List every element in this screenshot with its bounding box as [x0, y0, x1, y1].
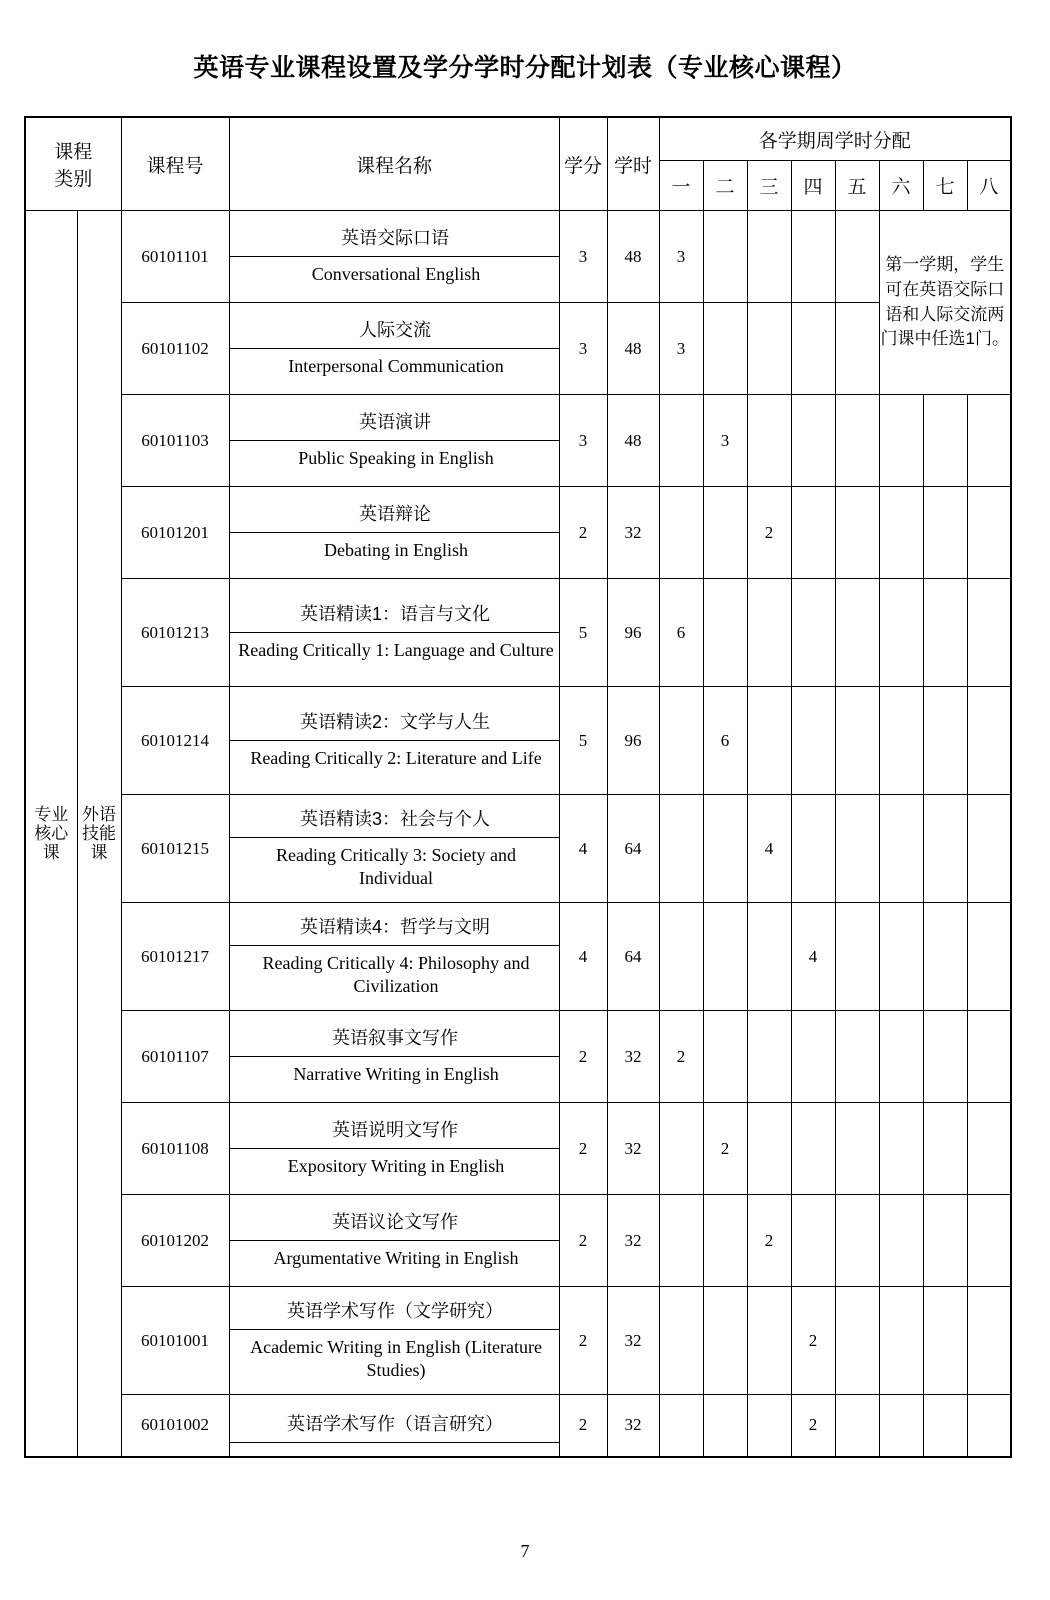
- term-6-hours: [879, 1287, 923, 1395]
- course-credit: 2: [559, 1195, 607, 1287]
- term-8-hours: [967, 795, 1011, 903]
- term-7-hours: [923, 1195, 967, 1287]
- course-name: [229, 1395, 559, 1457]
- course-code: 60101103: [121, 395, 229, 487]
- table-row: [25, 487, 1011, 579]
- term-1-hours: [659, 903, 703, 1011]
- course-name-cn: 英语精读2：文学与人生: [230, 705, 559, 741]
- table-row: [25, 903, 1011, 1011]
- course-hours: 32: [607, 1287, 659, 1395]
- table-row: [25, 1103, 1011, 1195]
- term-7-hours: [923, 795, 967, 903]
- course-name-en: Expository Writing in English: [287, 1156, 505, 1177]
- term-1-hours: [659, 687, 703, 795]
- table-row: [25, 395, 1011, 487]
- term-4-hours: [791, 1011, 835, 1103]
- term-6-hours: [879, 903, 923, 1011]
- term-6-hours: [879, 687, 923, 795]
- term-1-hours: 3: [659, 303, 703, 395]
- term-1-hours: [659, 1103, 703, 1195]
- term-5-hours: [835, 1395, 879, 1457]
- header-term-group: 各学期周学时分配: [659, 117, 1011, 161]
- term-1-hours: [659, 395, 703, 487]
- term-6-hours: [879, 1011, 923, 1103]
- course-name-cn: 英语议论文写作: [230, 1205, 559, 1241]
- header-term-4: 四: [791, 161, 835, 211]
- course-plan-table-wrap: [24, 116, 1026, 1435]
- term-3-hours: 4: [747, 795, 791, 903]
- term-7-hours: [923, 395, 967, 487]
- term-5-hours: [835, 211, 879, 303]
- term-7-hours: [923, 579, 967, 687]
- header-term-5: 五: [835, 161, 879, 211]
- course-name-cn: 英语交际口语: [230, 221, 559, 257]
- term-7-hours: [923, 1395, 967, 1457]
- course-name-cn: 英语演讲: [230, 405, 559, 441]
- course-hours: 48: [607, 303, 659, 395]
- course-credit: 4: [559, 795, 607, 903]
- term-1-hours: 6: [659, 579, 703, 687]
- term-4-hours: [791, 487, 835, 579]
- table-row: [25, 303, 1011, 395]
- course-hours: 64: [607, 795, 659, 903]
- course-credit: 3: [559, 211, 607, 303]
- course-code: 60101201: [121, 487, 229, 579]
- course-name-cn: 英语精读4：哲学与文明: [230, 910, 559, 946]
- category-column-skill: [77, 211, 121, 1457]
- term-2-hours: [703, 1395, 747, 1457]
- term-7-hours: [923, 687, 967, 795]
- term-4-hours: [791, 579, 835, 687]
- term-2-hours: 6: [703, 687, 747, 795]
- course-hours: 96: [607, 687, 659, 795]
- course-name-cn: 英语叙事文写作: [230, 1021, 559, 1057]
- term-3-hours: 2: [747, 487, 791, 579]
- course-credit: 5: [559, 579, 607, 687]
- term-3-hours: [747, 1287, 791, 1395]
- term-3-hours: [747, 1103, 791, 1195]
- course-hours: 48: [607, 211, 659, 303]
- course-code: 60101102: [121, 303, 229, 395]
- header-term-2: 二: [703, 161, 747, 211]
- course-code: 60101101: [121, 211, 229, 303]
- term-2-hours: [703, 211, 747, 303]
- course-name: [229, 1103, 559, 1195]
- page-number: 7: [520, 1541, 530, 1561]
- term-1-hours: [659, 795, 703, 903]
- course-name: [229, 211, 559, 303]
- course-name-en: Reading Critically 1: Language and Culture: [238, 640, 554, 661]
- table-row: [25, 1195, 1011, 1287]
- table-row: [25, 1287, 1011, 1395]
- course-credit: 2: [559, 1395, 607, 1457]
- course-name-en: Debating in English: [324, 540, 468, 561]
- term-8-hours: [967, 1287, 1011, 1395]
- course-code: 60101002: [121, 1395, 229, 1457]
- course-name-en: Argumentative Writing in English: [273, 1248, 519, 1269]
- term-1-hours: 2: [659, 1011, 703, 1103]
- course-credit: 2: [559, 1287, 607, 1395]
- term-2-hours: [703, 487, 747, 579]
- term-1-hours: [659, 1287, 703, 1395]
- term-2-hours: [703, 303, 747, 395]
- header-course-code: 课程号: [121, 117, 229, 211]
- term-6-hours: [879, 1395, 923, 1457]
- course-name-en: Academic Writing in English (Literature Studies): [250, 1337, 542, 1380]
- term-4-hours: [791, 395, 835, 487]
- header-category-line1: 课程: [54, 142, 93, 163]
- term-2-hours: [703, 1011, 747, 1103]
- term-5-hours: [835, 795, 879, 903]
- term-7-hours: [923, 487, 967, 579]
- course-credit: 2: [559, 487, 607, 579]
- course-name-cn: 英语学术写作（文学研究）: [230, 1294, 559, 1330]
- term-7-hours: [923, 1103, 967, 1195]
- course-plan-table: [24, 116, 1012, 1458]
- header-term-7: 七: [923, 161, 967, 211]
- course-code: 60101202: [121, 1195, 229, 1287]
- term-4-hours: [791, 211, 835, 303]
- term-5-hours: [835, 395, 879, 487]
- term-8-hours: [967, 487, 1011, 579]
- term-note: 第一学期，学生可在英语交际口语和人际交流两门课中任选1门。: [879, 211, 1011, 395]
- term-3-hours: [747, 211, 791, 303]
- course-name-cn: 英语学术写作（语言研究）: [230, 1407, 559, 1443]
- course-hours: 32: [607, 487, 659, 579]
- header-term-6: 六: [879, 161, 923, 211]
- term-6-hours: [879, 395, 923, 487]
- term-6-hours: [879, 795, 923, 903]
- term-6-hours: [879, 487, 923, 579]
- term-3-hours: 2: [747, 1195, 791, 1287]
- course-name: [229, 395, 559, 487]
- table-row: [25, 687, 1011, 795]
- term-8-hours: [967, 579, 1011, 687]
- term-5-hours: [835, 303, 879, 395]
- course-name: [229, 795, 559, 903]
- header-term-1: 一: [659, 161, 703, 211]
- term-1-hours: 3: [659, 211, 703, 303]
- header-credit: 学分: [559, 117, 607, 211]
- course-name-en: Reading Critically 4: Philosophy and Civilization: [262, 953, 530, 996]
- term-1-hours: [659, 1195, 703, 1287]
- header-course-name: 课程名称: [229, 117, 559, 211]
- table-row: [25, 1011, 1011, 1103]
- course-name-cn: 英语说明文写作: [230, 1113, 559, 1149]
- term-5-hours: [835, 903, 879, 1011]
- course-credit: 5: [559, 687, 607, 795]
- course-name: [229, 687, 559, 795]
- term-5-hours: [835, 1103, 879, 1195]
- course-hours: 32: [607, 1395, 659, 1457]
- course-code: 60101213: [121, 579, 229, 687]
- header-category-line2: 类别: [54, 169, 93, 190]
- term-8-hours: [967, 903, 1011, 1011]
- term-4-hours: 2: [791, 1395, 835, 1457]
- course-credit: 2: [559, 1011, 607, 1103]
- course-name-cn: 英语精读3：社会与个人: [230, 802, 559, 838]
- course-hours: 64: [607, 903, 659, 1011]
- term-7-hours: [923, 903, 967, 1011]
- course-name-cn: 英语精读1：语言与文化: [230, 597, 559, 633]
- course-name-en: Public Speaking in English: [298, 448, 494, 469]
- course-name: [229, 303, 559, 395]
- table-row: [25, 1395, 1011, 1457]
- course-name: [229, 487, 559, 579]
- course-name: [229, 1287, 559, 1395]
- term-4-hours: [791, 795, 835, 903]
- term-2-hours: [703, 1195, 747, 1287]
- course-name-en: Interpersonal Communication: [288, 356, 504, 377]
- course-hours: 48: [607, 395, 659, 487]
- course-name-en: Reading Critically 3: Society and Individual: [276, 845, 516, 888]
- term-5-hours: [835, 579, 879, 687]
- term-8-hours: [967, 1195, 1011, 1287]
- course-code: 60101217: [121, 903, 229, 1011]
- course-name: [229, 903, 559, 1011]
- term-2-hours: [703, 795, 747, 903]
- course-hours: 32: [607, 1195, 659, 1287]
- category-skill-label: 外语技能课: [82, 804, 116, 862]
- term-8-hours: [967, 1011, 1011, 1103]
- term-3-hours: [747, 1395, 791, 1457]
- header-hours: 学时: [607, 117, 659, 211]
- term-3-hours: [747, 395, 791, 487]
- term-4-hours: [791, 303, 835, 395]
- course-name: [229, 1011, 559, 1103]
- course-code: 60101215: [121, 795, 229, 903]
- term-5-hours: [835, 1011, 879, 1103]
- header-category: [25, 117, 121, 211]
- course-hours: 96: [607, 579, 659, 687]
- course-rows: [25, 211, 1011, 1457]
- term-5-hours: [835, 1195, 879, 1287]
- term-6-hours: [879, 579, 923, 687]
- term-4-hours: [791, 687, 835, 795]
- term-2-hours: 2: [703, 1103, 747, 1195]
- term-4-hours: [791, 1103, 835, 1195]
- term-4-hours: 2: [791, 1287, 835, 1395]
- term-5-hours: [835, 687, 879, 795]
- term-8-hours: [967, 1103, 1011, 1195]
- term-8-hours: [967, 395, 1011, 487]
- term-3-hours: [747, 687, 791, 795]
- term-2-hours: [703, 1287, 747, 1395]
- term-6-hours: [879, 1195, 923, 1287]
- term-7-hours: [923, 1011, 967, 1103]
- term-1-hours: [659, 487, 703, 579]
- course-code: 60101107: [121, 1011, 229, 1103]
- course-credit: 3: [559, 303, 607, 395]
- term-1-hours: [659, 1395, 703, 1457]
- term-2-hours: [703, 903, 747, 1011]
- category-major-label: 专业核心课: [34, 804, 69, 862]
- term-7-hours: [923, 1287, 967, 1395]
- course-hours: 32: [607, 1103, 659, 1195]
- term-4-hours: [791, 1195, 835, 1287]
- term-3-hours: [747, 303, 791, 395]
- table-row: [25, 795, 1011, 903]
- term-5-hours: [835, 487, 879, 579]
- course-name: [229, 579, 559, 687]
- term-6-hours: [879, 1103, 923, 1195]
- term-2-hours: 3: [703, 395, 747, 487]
- course-name-cn: 英语辩论: [230, 497, 559, 533]
- header-term-8: 八: [967, 161, 1011, 211]
- category-column-major: [25, 211, 77, 1457]
- term-8-hours: [967, 687, 1011, 795]
- course-name: [229, 1195, 559, 1287]
- term-3-hours: [747, 903, 791, 1011]
- page-title: 英语专业课程设置及学分学时分配计划表（专业核心课程）: [193, 54, 857, 82]
- course-credit: 4: [559, 903, 607, 1011]
- table-row: [25, 579, 1011, 687]
- course-name-en: Conversational English: [311, 264, 481, 285]
- course-name-cn: 人际交流: [230, 313, 559, 349]
- course-code: 60101214: [121, 687, 229, 795]
- term-5-hours: [835, 1287, 879, 1395]
- header-term-3: 三: [747, 161, 791, 211]
- course-credit: 2: [559, 1103, 607, 1195]
- term-3-hours: [747, 579, 791, 687]
- course-code: 60101108: [121, 1103, 229, 1195]
- course-hours: 32: [607, 1011, 659, 1103]
- course-credit: 3: [559, 395, 607, 487]
- course-name-en: Reading Critically 2: Literature and Life: [250, 748, 542, 769]
- term-4-hours: 4: [791, 903, 835, 1011]
- term-3-hours: [747, 1011, 791, 1103]
- term-2-hours: [703, 579, 747, 687]
- course-name-en: Narrative Writing in English: [293, 1064, 499, 1085]
- term-8-hours: [967, 1395, 1011, 1457]
- table-row: [25, 211, 1011, 303]
- course-code: 60101001: [121, 1287, 229, 1395]
